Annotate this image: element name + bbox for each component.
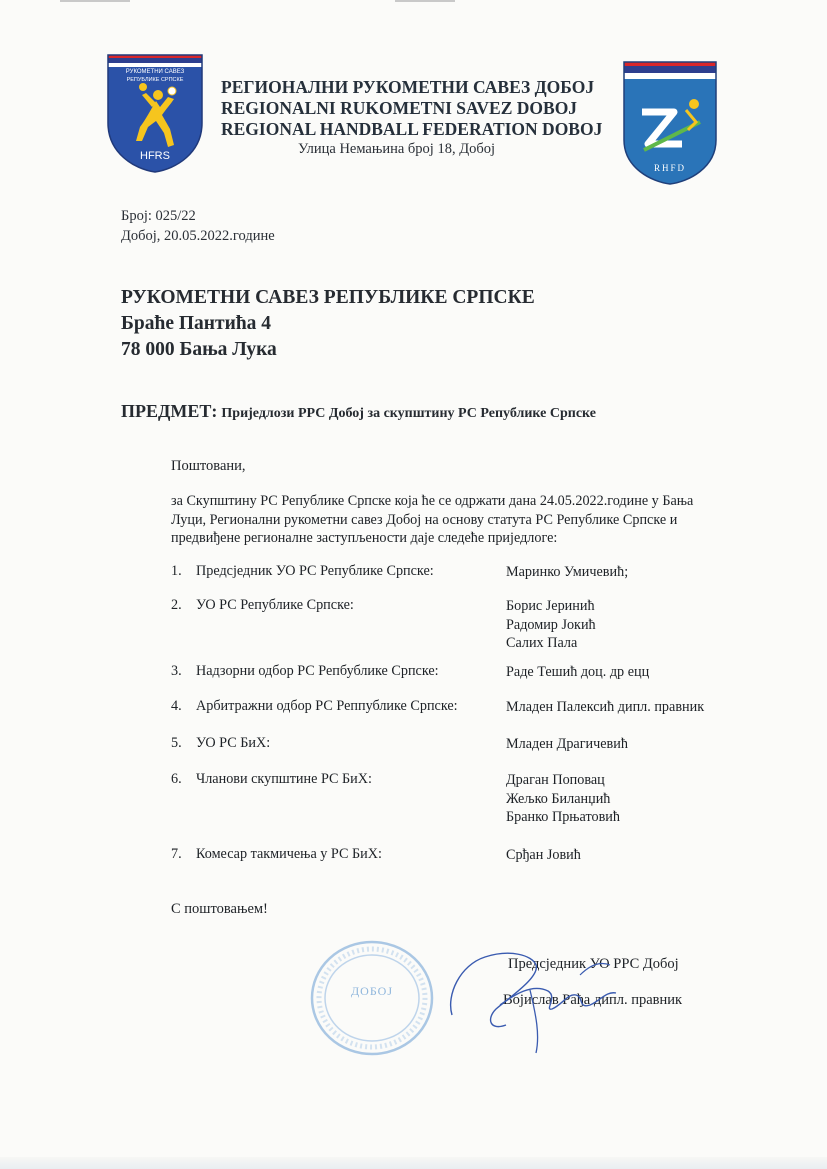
proposal-names: Борис Јеринић Радомир Јокић Салих Пала (506, 598, 596, 651)
proposal-label: УО РС Републике Српске: (196, 597, 354, 613)
logo-top-text: РУКОМЕТНИ САВЕЗ (125, 69, 185, 75)
scan-edge (395, 0, 455, 2)
closing-line: С поштовањем! (171, 901, 268, 917)
scan-edge (60, 0, 130, 2)
proposal-item: 2. УО РС Републике Српске: (171, 597, 354, 613)
proposal-item: 3. Надзорни одбор РС Репбублике Српске: (171, 663, 439, 679)
proposal-item: 4. Арбитражни одбор РС Реппублике Српске: (171, 698, 458, 714)
subject-label: ПРЕДМЕТ: (121, 401, 218, 421)
proposal-label: Чланови скупштине РС БиХ: (196, 771, 372, 787)
letterhead-latin: REGIONALNI RUKOMETNI SAVEZ DOBOJ (221, 98, 578, 118)
subject-text: Приједлози РРС Добој за скупштину РС Републике Српске (221, 406, 596, 421)
signatory-title: Предсједник УО РРС Добој (508, 956, 679, 972)
recipient-org: РУКОМЕТНИ САВЕЗ РЕПУБЛИКЕ СРПСКЕ (121, 287, 535, 308)
recipient-street: Браће Пантића 4 (121, 313, 272, 334)
proposal-item: 5. УО РС БиХ: (171, 735, 271, 751)
recipient-block (121, 285, 535, 363)
letterhead-cyrillic: РЕГИОНАЛНИ РУКОМЕТНИ САВЕЗ ДОБОЈ (221, 77, 595, 97)
proposal-label: Комесар такмичења у РС БиХ: (196, 846, 382, 862)
proposal-names: Раде Тешић доц. др ецц (506, 664, 650, 680)
proposal-item: 6. Чланови скупштине РС БиХ: (171, 771, 372, 787)
reference-date: Добој, 20.05.2022.године (121, 228, 275, 244)
proposal-item: 7. Комесар такмичења у РС БиХ: (171, 846, 382, 862)
recipient-city: 78 000 Бања Лука (121, 339, 277, 360)
proposal-label: Предсједник УО РС Републике Српске: (196, 563, 434, 579)
proposal-names: Младен Палексић дипл. правник (506, 699, 705, 715)
subject-line (121, 401, 596, 422)
logo-mid-text: РЕПУБЛИКЕ СРПСКЕ (126, 77, 184, 83)
proposal-names: Драган Поповац Жељко Биланџић Бранко Прњатовић (506, 772, 620, 825)
logo-abbr: RHFD (653, 163, 686, 173)
proposal-label: Арбитражни одбор РС Реппублике Српске: (196, 698, 458, 714)
letterhead-address: Улица Немањина број 18, Добој (298, 141, 496, 157)
letterhead (221, 77, 621, 157)
proposal-names: Младен Драгичевић (506, 736, 628, 752)
official-stamp (307, 938, 437, 1058)
hfrs-logo (106, 53, 204, 173)
stamp-text: ДОБОЈ (351, 984, 393, 998)
reference-block (121, 206, 275, 246)
proposal-names: Маринко Умичевић; (506, 564, 629, 580)
rhfd-logo (622, 60, 718, 185)
signatory-name: Војислав Рађа дипл. правник (503, 992, 683, 1008)
letterhead-english: REGIONAL HANDBALL FEDERATION DOBOJ (221, 119, 603, 139)
proposal-label: УО РС БиХ: (196, 735, 271, 751)
proposal-label: Надзорни одбор РС Репбублике Српске: (196, 663, 439, 679)
proposal-names: Срђан Јовић (506, 847, 581, 863)
greeting: Поштовани, (171, 458, 246, 474)
scan-edge (0, 1157, 827, 1169)
proposal-item: 1. Предсједник УО РС Републике Српске: (171, 563, 434, 579)
intro-paragraph: за Скупштину РС Републике Српске која ће се одржати дана 24.05.2022.године у Бања Луци, Регионални рукометни савез Добој на основу статута РС Републике Српске и предвиђене регионалне заступљености даје следеће приједлоге: (171, 493, 694, 546)
reference-number: Број: 025/22 (121, 208, 196, 224)
logo-abbr: HFRS (140, 150, 170, 162)
